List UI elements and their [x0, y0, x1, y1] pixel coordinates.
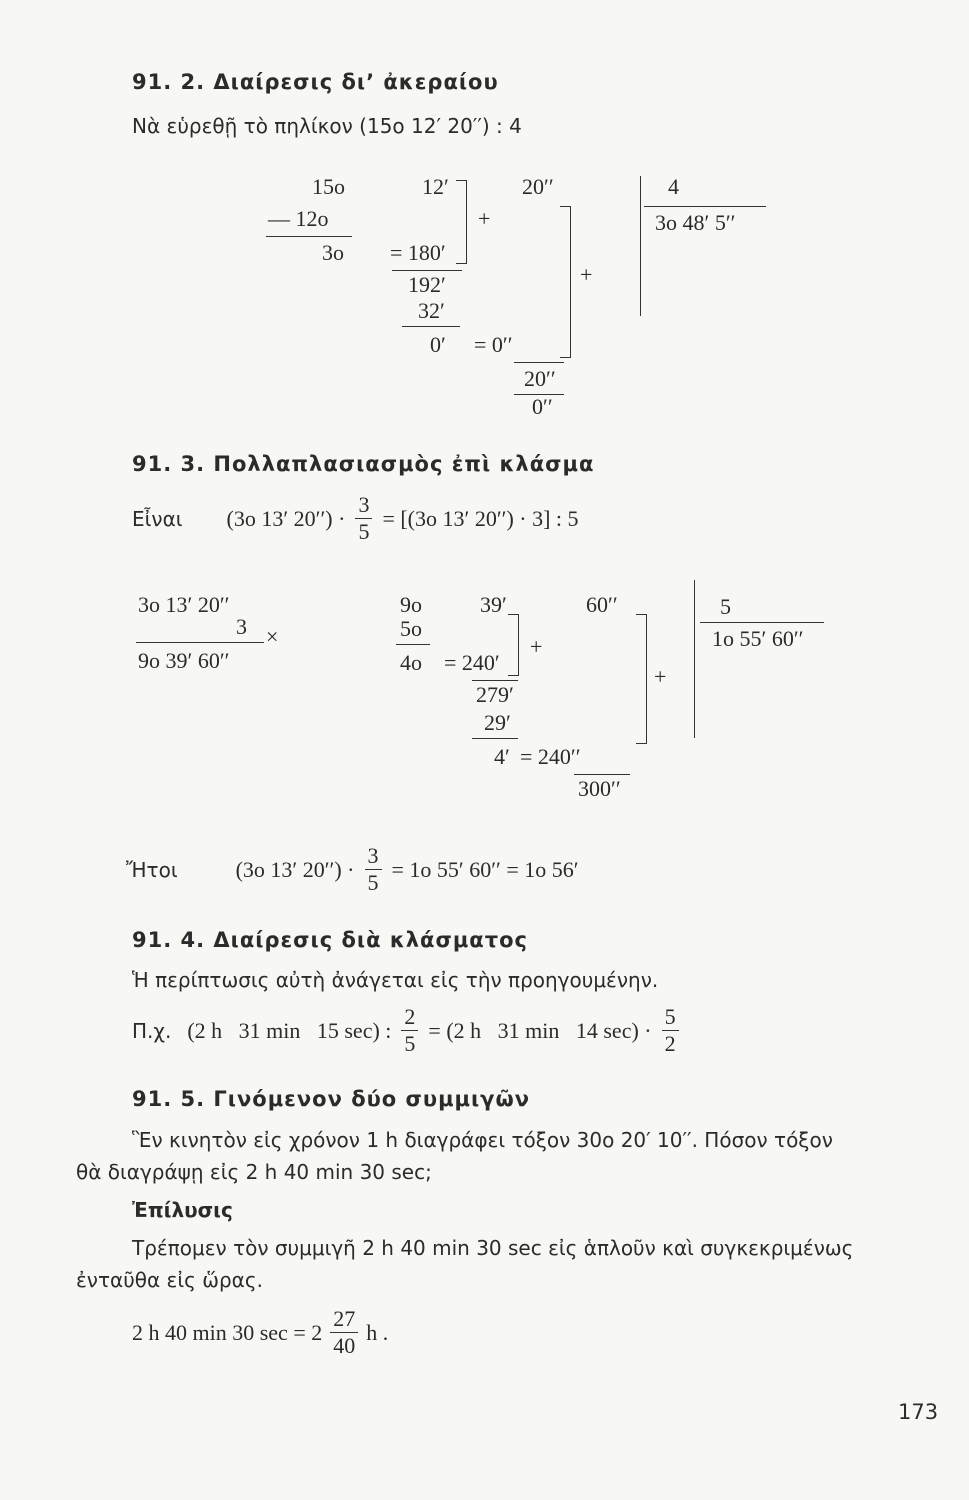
text-91-4: Ἡ περίπτωσις αὐτὴ ἀνάγεται εἰς τὴν προηγουμένην. [132, 968, 659, 992]
heading-91-5: 91. 5. Γινόμενον δύο συμμιγῶν [132, 1087, 531, 1111]
dividend-seconds: 20′′ [522, 174, 554, 199]
solution-line-2: ἐνταῦθα εἰς ὥρας. [76, 1268, 263, 1292]
d-degrees: 9ο [400, 592, 422, 617]
d-sum-minutes: 279′ [476, 682, 514, 707]
d-plus-1: + [530, 634, 543, 659]
d-quotient-rule [700, 622, 824, 623]
fraction-2-5: $\frac{2}{5}$ [401, 1006, 418, 1055]
quotient-rule [644, 206, 766, 207]
rule-product [136, 642, 264, 643]
sum-seconds: 20′′ [524, 366, 556, 391]
rule-degrees [266, 236, 352, 237]
brace-1 [456, 180, 467, 264]
result-rhs: = 1ο 55′ 60′′ = 1ο 56′ [391, 856, 579, 882]
d-divisor: 5 [720, 594, 731, 619]
d-rule-240 [472, 680, 518, 681]
problem-line-2: θὰ διαγράψῃ εἰς 2 h 40 min 30 sec; [76, 1160, 432, 1184]
plus-2: + [580, 262, 593, 287]
d-minutes: 39′ [480, 592, 507, 617]
fraction-3-5: $\frac{3}{5}$ [355, 494, 372, 543]
result-91-3 [126, 845, 579, 894]
plus-1: + [478, 206, 491, 231]
d-rule-1 [396, 644, 430, 645]
product: 9ο 39′ 60′′ [138, 648, 230, 673]
result-expression: (3ο 13′ 20′′) · [235, 856, 355, 882]
problem-line-1: Ἓν κινητὸν εἰς χρόνον 1 h διαγράφει τόξον 30ο 20′ 10′′. Πόσον τόξον [132, 1128, 833, 1152]
fraction-5-2: $\frac{5}{2}$ [662, 1006, 679, 1055]
final-unit: h . [366, 1319, 389, 1345]
rule-32 [402, 326, 460, 327]
brace-2 [560, 206, 571, 358]
times-sign: × [266, 624, 279, 649]
final-equation [132, 1308, 388, 1357]
rule-seconds [514, 362, 564, 363]
remainder-degrees: 3ο [322, 240, 344, 265]
example-lhs: (2 h 31 min 15 sec) : [187, 1017, 392, 1043]
zero-seconds: 0′′ [532, 394, 553, 419]
rule-180 [392, 270, 462, 271]
page-number: 173 [898, 1400, 939, 1424]
converted-seconds: = 0′′ [474, 332, 513, 357]
intro-91-2: Νὰ εὑρεθῇ τὸ πηλίκον (15ο 12′ 20′′) : 4 [132, 114, 522, 138]
result-fraction: $\frac{3}{5}$ [365, 845, 382, 894]
d-brace-2 [636, 614, 647, 744]
dividend-minutes: 12′ [422, 174, 449, 199]
d-sum-seconds: 300′′ [578, 776, 621, 801]
division-bar [640, 176, 641, 316]
divisor: 4 [668, 174, 679, 199]
d-rule-29 [472, 738, 518, 739]
d-brace-1 [508, 614, 519, 676]
sum-minutes: 192′ [408, 272, 446, 297]
d-division-bar [694, 580, 695, 738]
result-lead: Ἤτοι [126, 857, 178, 882]
zero-minutes: 0′ [430, 332, 446, 357]
example-91-4 [132, 1006, 681, 1055]
subtract-degrees: — 12ο [268, 206, 329, 231]
d-converted-minutes: = 240′ [444, 650, 500, 675]
d-plus-2: + [654, 664, 667, 689]
d-subtract: 5ο [400, 616, 422, 641]
d-converted-seconds: = 240′′ [520, 744, 581, 769]
expression: (3ο 13′ 20′′) · [226, 505, 346, 531]
lead-text: Εἶναι [132, 506, 183, 531]
heading-91-4: 91. 4. Διαίρεσις διὰ κλάσματος [132, 928, 528, 952]
multiplicand: 3ο 13′ 20′′ [138, 592, 230, 617]
final-lhs: 2 h 40 min 30 sec = 2 [132, 1319, 323, 1345]
solution-label: Ἐπίλυσις [132, 1198, 233, 1222]
example-mid: = (2 h 31 min 14 sec) · [428, 1017, 652, 1043]
remainder-minutes: 32′ [418, 298, 445, 323]
heading-91-3: 91. 3. Πολλαπλασιασμὸς ἐπὶ κλάσμα [132, 452, 595, 476]
d-remainder-degrees: 4ο [400, 650, 422, 675]
dividend-degrees: 15ο [312, 174, 345, 199]
d-zero-minutes: 4′ [494, 744, 510, 769]
d-rule-seconds [574, 774, 630, 775]
solution-line-1: Τρέπομεν τὸν συμμιγῆ 2 h 40 min 30 sec εἰς ἁπλοῦν καὶ συγκεκριμένως [132, 1236, 854, 1260]
converted-minutes: = 180′ [390, 240, 446, 265]
equation-91-3 [132, 494, 579, 543]
d-remainder-minutes: 29′ [484, 710, 511, 735]
heading-91-2: 91. 2. Διαίρεσις δι’ ἀκεραίου [132, 70, 499, 94]
multiplier: 3 [236, 614, 247, 639]
example-label: Π.χ. [132, 1018, 172, 1043]
fraction-27-40: $\frac{27}{40}$ [330, 1308, 358, 1357]
d-quotient: 1ο 55′ 60′′ [712, 626, 804, 651]
quotient: 3ο 48′ 5′′ [655, 210, 736, 235]
d-seconds: 60′′ [586, 592, 618, 617]
rhs: = [(3ο 13′ 20′′) · 3] : 5 [382, 505, 579, 531]
